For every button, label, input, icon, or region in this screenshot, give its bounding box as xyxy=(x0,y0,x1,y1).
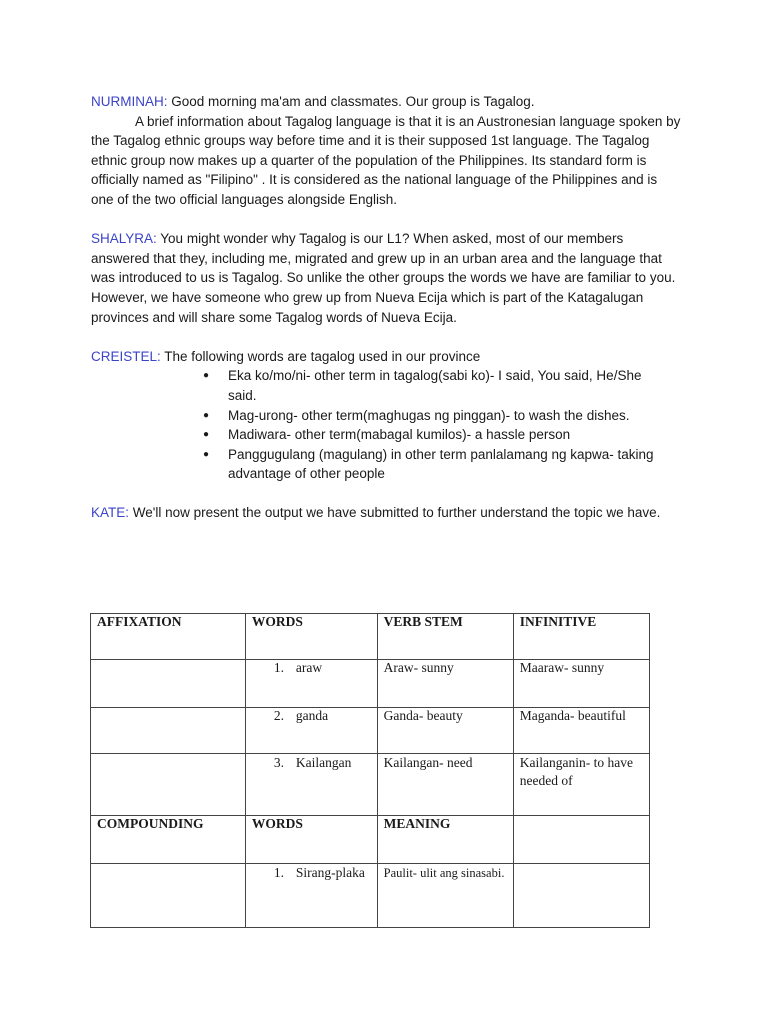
nurminah-body: A brief information about Tagalog language is that it is an Austronesian language spoken by the Tagalog ethnic groups way before time and it is their supposed 1st language. The Tagalog ethnic group now makes up a quarter of the population of the Philippines. Its standard form is officially named as "Filipino" . It is considered as the national language of the Philippines and is one of the two official languages alongside English. xyxy=(91,113,681,207)
list-item: ● Mag-urong- other term(maghugas ng pinggan)- to wash the dishes. xyxy=(203,406,668,426)
meaning-cell: Paulit- ulit ang sinasabi. xyxy=(377,864,513,928)
table-row xyxy=(91,708,650,754)
header-cell: COMPOUNDING xyxy=(91,816,246,864)
list-number: 1. xyxy=(273,865,284,880)
list-item: ● Madiwara- other term(mabagal kumilos)- a hassle person xyxy=(203,425,668,445)
word-cell: Kailangan xyxy=(295,755,352,770)
document-body xyxy=(91,92,681,523)
table-row xyxy=(91,660,650,708)
stem-cell: Araw- sunny xyxy=(377,660,513,708)
word-cell: ganda xyxy=(295,708,329,723)
list-item: ● Panggugulang (magulang) in other term panlalamang ng kapwa- taking advantage of other people xyxy=(203,445,668,484)
stem-cell: Ganda- beauty xyxy=(377,708,513,754)
header-cell: MEANING xyxy=(377,816,513,864)
table-row xyxy=(91,754,650,816)
speaker-nurminah: NURMINAH: xyxy=(91,94,168,109)
header-cell: VERB STEM xyxy=(377,614,513,660)
infinitive-cell: Maaraw- sunny xyxy=(513,660,649,708)
stem-cell: Kailangan- need xyxy=(377,754,513,816)
paragraph-shalyra xyxy=(91,229,681,327)
list-number: 1. xyxy=(273,660,284,675)
paragraph-kate xyxy=(91,503,681,523)
speaker-creistel: CREISTEL: xyxy=(91,348,161,364)
header-cell: INFINITIVE xyxy=(513,614,649,660)
kate-body: We'll now present the output we have submitted to further understand the topic we have. xyxy=(129,505,661,521)
header-cell: WORDS xyxy=(245,816,377,864)
list-number: 3. xyxy=(273,755,284,770)
infinitive-cell: Maganda- beautiful xyxy=(513,708,649,754)
list-item: ● Eka ko/mo/ni- other term in tagalog(sabi ko)- I said, You said, He/She said. xyxy=(203,366,668,405)
header-cell: AFFIXATION xyxy=(91,614,246,660)
table-row xyxy=(91,864,650,928)
infinitive-cell: Kailanganin- to have needed of xyxy=(513,754,649,816)
word-formation-table xyxy=(90,613,650,928)
tagalog-word-list xyxy=(91,366,681,484)
creistel-body: The following words are tagalog used in our province xyxy=(160,348,481,364)
header-cell: WORDS xyxy=(245,614,377,660)
speaker-kate: KATE: xyxy=(91,505,130,521)
nurminah-greeting: Good morning ma'am and classmates. Our group is Tagalog. xyxy=(167,94,535,109)
shalyra-body: You might wonder why Tagalog is our L1? When asked, most of our members answered that they, including me, migrated and grew up in an urban area and the language that was introduced to us is Tagalog. So unlike the other groups the words we have are familiar to you. However, we have someone who grew up from Nueva Ecija which is part of the Katagalugan provinces and will share some Tagalog words of Nueva Ecija. xyxy=(91,231,676,325)
header-cell xyxy=(513,816,649,864)
speaker-shalyra: SHALYRA: xyxy=(91,231,157,247)
word-cell: araw xyxy=(295,660,323,675)
word-cell: Sirang-plaka xyxy=(295,865,365,880)
list-number: 2. xyxy=(273,708,284,723)
paragraph-nurminah xyxy=(91,92,681,210)
table-header-row xyxy=(91,816,650,864)
table-header-row xyxy=(91,614,650,660)
paragraph-creistel xyxy=(91,347,681,367)
